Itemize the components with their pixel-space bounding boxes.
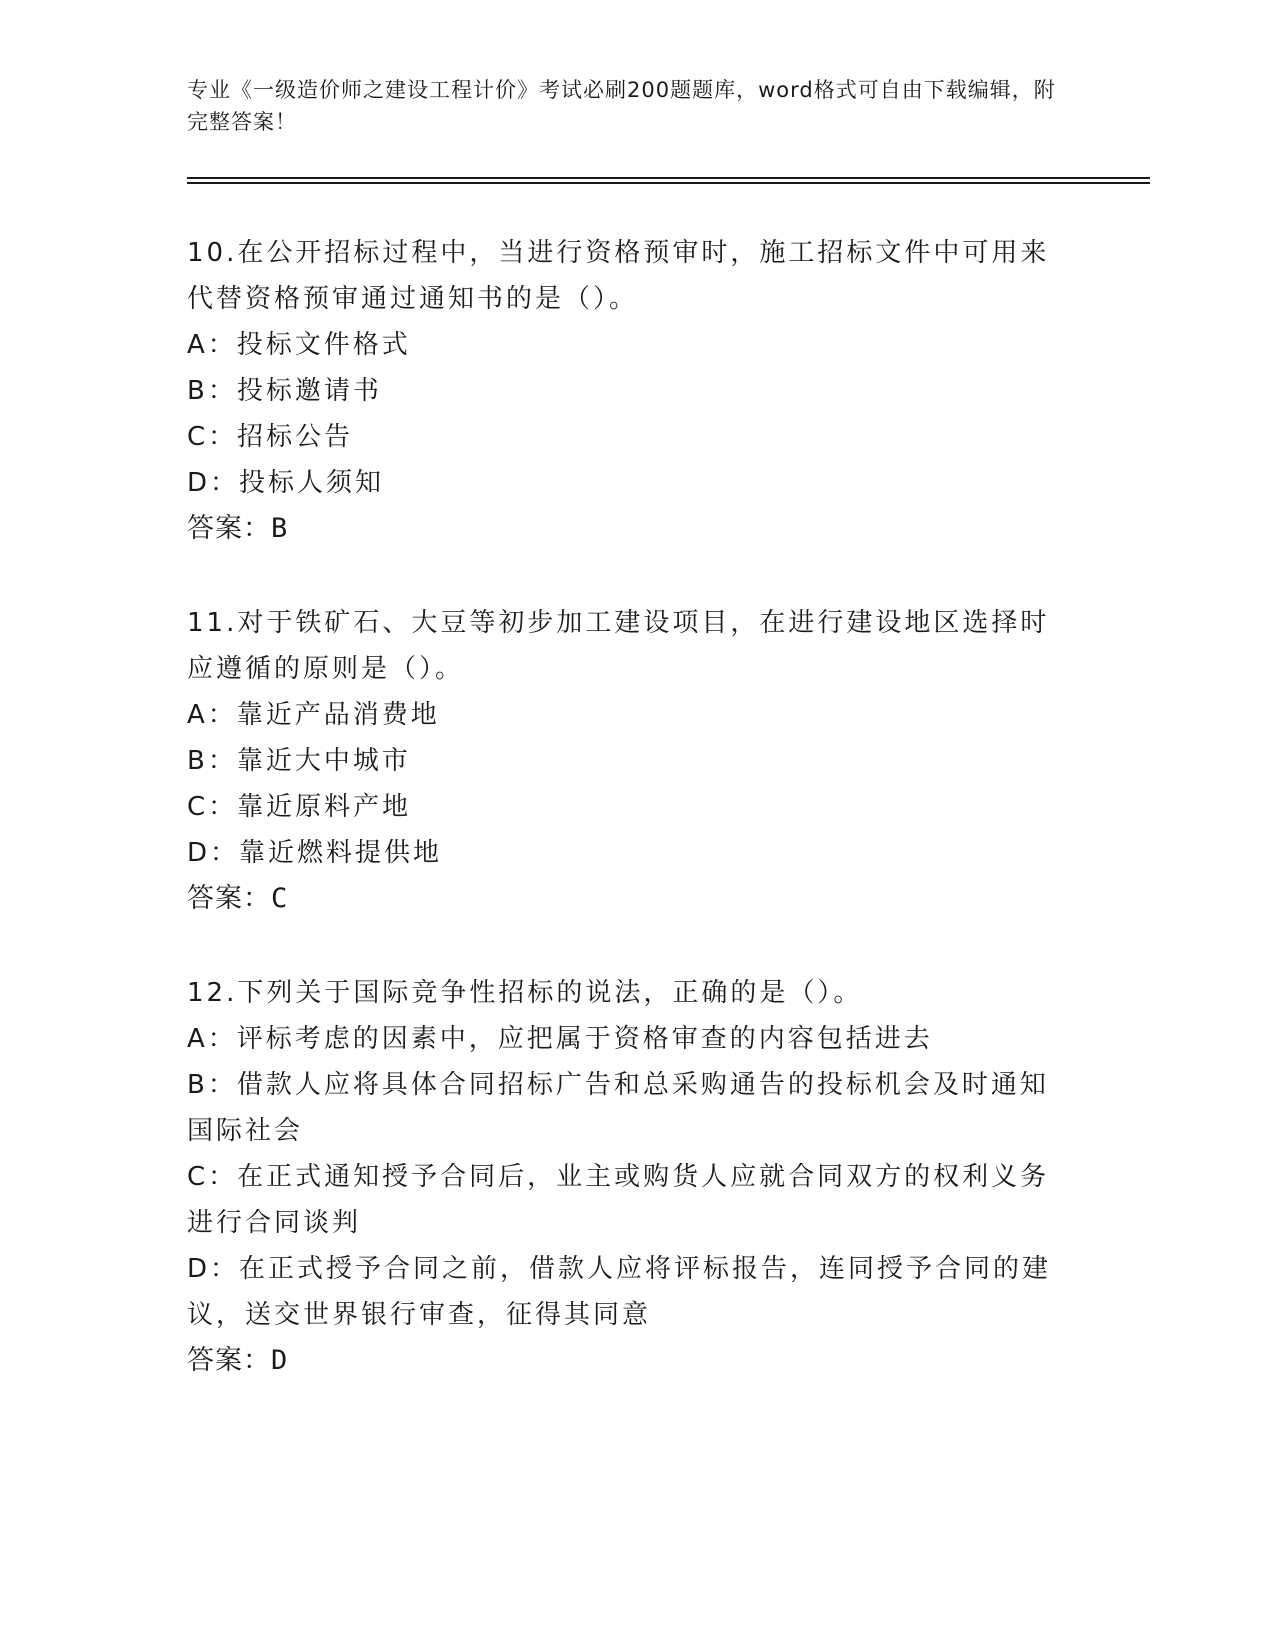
answer-value: C xyxy=(271,883,288,914)
option-c: C：在正式通知授予合同后，业主或购货人应就合同双方的权利义务进行合同谈判 xyxy=(187,1162,1050,1238)
question-stem: 11.对于铁矿石、大豆等初步加工建设项目，在进行建设地区选择时应遵循的原则是（）。 xyxy=(187,608,1050,684)
question-item xyxy=(187,230,1067,552)
answer-label: 答案： xyxy=(187,883,271,914)
document-intro: 专业《一级造价师之建设工程计价》考试必刷200题题库，word格式可自由下载编辑，附完整答案！ xyxy=(187,78,1056,134)
answer-value: B xyxy=(271,513,288,544)
option-d: D：投标人须知 xyxy=(187,468,385,498)
option-d: D：在正式授予合同之前，借款人应将评标报告，连同授予合同的建议，送交世界银行审查，征得其同意 xyxy=(187,1254,1052,1330)
question-list xyxy=(187,230,1067,1432)
answer-label: 答案： xyxy=(187,513,271,544)
answer-line xyxy=(187,506,1067,552)
option-d: D：靠近燃料提供地 xyxy=(187,838,443,868)
option-a: A：评标考虑的因素中，应把属于资格审查的内容包括进去 xyxy=(187,1024,933,1054)
question-item xyxy=(187,970,1067,1384)
option-c: C：招标公告 xyxy=(187,422,354,452)
question-item xyxy=(187,600,1067,922)
option-c: C：靠近原料产地 xyxy=(187,792,412,822)
header-divider-top xyxy=(187,177,1150,179)
header-divider-bottom xyxy=(187,182,1150,184)
option-b: B：投标邀请书 xyxy=(187,376,382,406)
option-b: B：借款人应将具体合同招标广告和总采购通告的投标机会及时通知国际社会 xyxy=(187,1070,1049,1146)
option-a: A：靠近产品消费地 xyxy=(187,700,440,730)
answer-line xyxy=(187,876,1067,922)
option-a: A：投标文件格式 xyxy=(187,330,411,360)
answer-value: D xyxy=(271,1345,288,1376)
answer-label: 答案： xyxy=(187,1345,271,1376)
answer-line xyxy=(187,1338,1067,1384)
question-stem: 12.下列关于国际竞争性招标的说法，正确的是（）。 xyxy=(187,978,863,1008)
question-stem: 10.在公开招标过程中，当进行资格预审时，施工招标文件中可用来代替资格预审通过通知书的是（）。 xyxy=(187,238,1050,314)
option-b: B：靠近大中城市 xyxy=(187,746,411,776)
